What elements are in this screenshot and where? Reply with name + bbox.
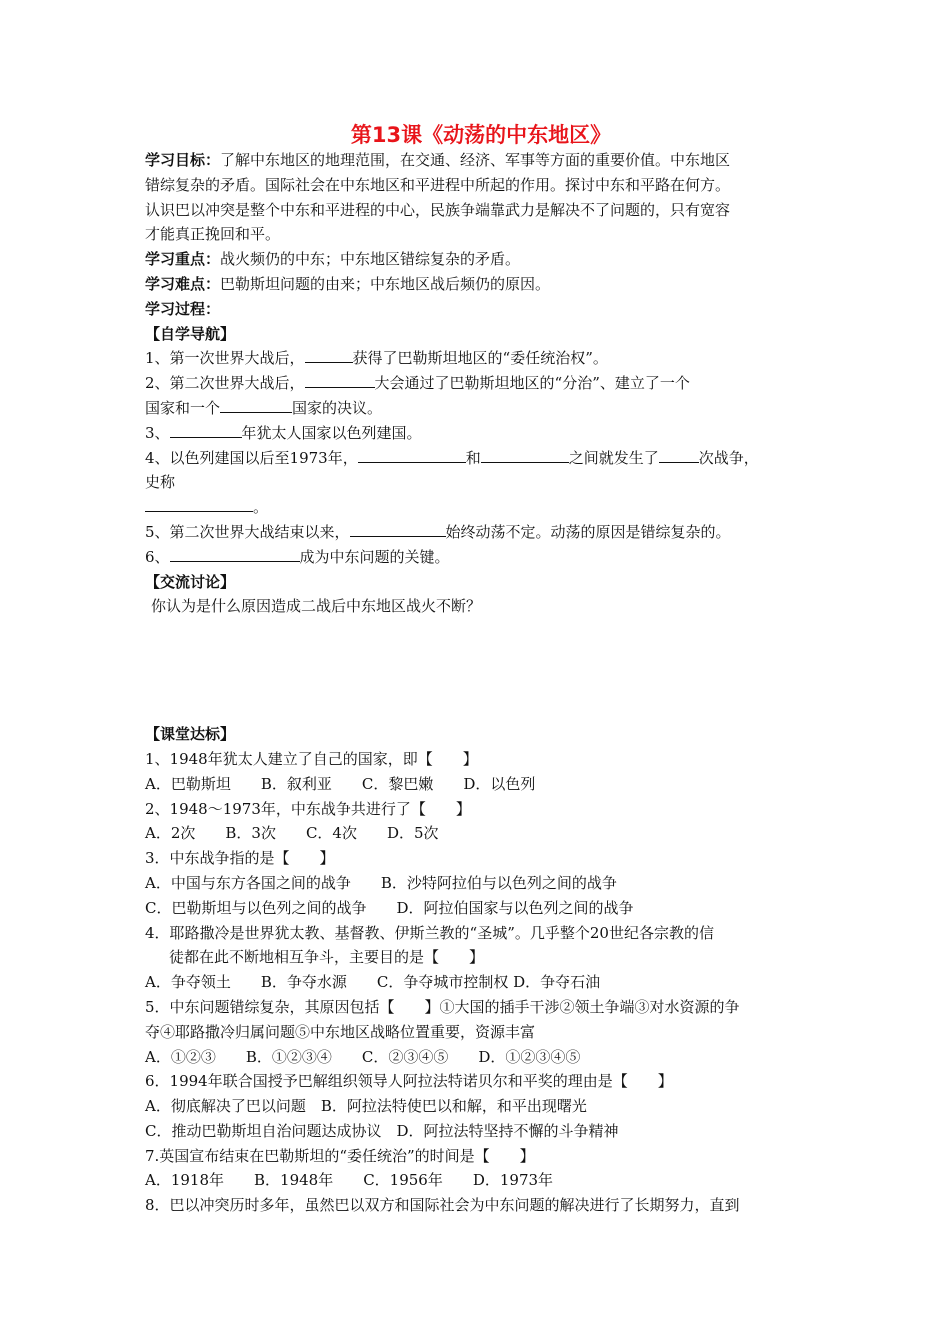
key-points-label: 学习重点：: [145, 250, 221, 269]
page-title: 第13课《动荡的中东地区》: [350, 123, 612, 147]
objectives-line-2: 错综复杂的矛盾。国际社会在中东地区和平进程中所起的作用。探讨中东和平路在何方。: [145, 175, 731, 194]
difficulties-label: 学习难点：: [145, 274, 221, 293]
objectives-line-1: 学习目标：了解中东地区的地理范围，在交通、经济、军事等方面的重要价值。中东地区: [145, 151, 731, 169]
classroom-q3: 3．中东战争指的是【 】: [145, 849, 335, 868]
classroom-q4-line-2: 徒都在此不断地相互争斗，主要目的是【 】: [169, 948, 485, 967]
self-study-q5: 5、第二次世界大战结束以来， 始终动荡不定。动荡的原因是错综复杂的。: [145, 522, 731, 541]
discussion-heading: 【交流讨论】: [145, 572, 236, 591]
self-study-q1: 1、第一次世界大战后， 获得了巴勒斯坦地区的“委任统治权”。: [145, 349, 608, 368]
difficulties: 学习难点：巴勒斯坦问题的由来；中东地区战后频仍的原因。: [145, 274, 551, 293]
classroom-q4-options: A．争夺领土 B．争夺水源 C．争夺城市控制权 D．争夺石油: [145, 973, 601, 992]
classroom-q5-line-2: 夺④耶路撒冷归属问题⑤中东地区战略位置重要，资源丰富: [145, 1022, 536, 1041]
classroom-q3-options-cd: C．巴勒斯坦与以色列之间的战争 D．阿拉伯国家与以色列之间的战争: [145, 898, 634, 917]
self-study-q4-answer: 。: [145, 495, 825, 520]
classroom-q6: 6．1994年联合国授予巴解组织领导人阿拉法特诺贝尔和平奖的理由是【 】: [145, 1072, 673, 1091]
answer-blank[interactable]: [170, 546, 300, 562]
classroom-q6-options-cd: C．推动巴勒斯坦自治问题达成协议 D．阿拉法特坚持不懈的斗争精神: [145, 1121, 619, 1140]
answer-blank[interactable]: [220, 397, 292, 413]
answer-blank[interactable]: [350, 521, 446, 537]
self-study-heading: 【自学导航】: [145, 324, 236, 343]
self-study-q4: 4、以色列建国以后至1973年， 和 之间就发生了 次战争，: [145, 448, 759, 467]
process-label: 学习过程：: [145, 299, 221, 318]
answer-blank[interactable]: [481, 447, 569, 463]
answer-blank[interactable]: [305, 347, 353, 363]
classroom-q4-line-1: 4．耶路撒冷是世界犹太教、基督教、伊斯兰教的“圣城”。几乎整个20世纪各宗教的信: [145, 923, 714, 942]
classroom-q3-options-ab: A．中国与东方各国之间的战争 B．沙特阿拉伯与以色列之间的战争: [145, 873, 617, 892]
self-study-q6: 6、 成为中东问题的关键。: [145, 547, 450, 566]
classroom-q8: 8．巴以冲突历时多年，虽然巴以双方和国际社会为中东问题的解决进行了长期努力，直到: [145, 1196, 740, 1215]
answer-space[interactable]: [145, 619, 825, 722]
objectives-line-4: 才能真正挽回和平。: [145, 225, 281, 244]
discussion-question: 你认为是什么原因造成二战后中东地区战火不断？: [151, 597, 482, 616]
classroom-q1-options: A．巴勒斯坦 B．叙利亚 C．黎巴嫩 D．以色列: [145, 774, 536, 793]
self-study-q4-cont: 史称: [145, 473, 176, 492]
key-points: 学习重点：战火频仍的中东；中东地区错综复杂的矛盾。: [145, 250, 521, 269]
self-study-q2: 2、第二次世界大战后， 大会通过了巴勒斯坦地区的“分治”、建立了一个: [145, 374, 690, 393]
answer-blank[interactable]: [659, 447, 699, 463]
objectives-line-3: 认识巴以冲突是整个中东和平进程的中心，民族争端靠武力是解决不了问题的，只有宽容: [145, 200, 731, 219]
classroom-q7: 7.英国宣布结束在巴勒斯坦的“委任统治”的时间是【 】: [145, 1146, 535, 1165]
classroom-q7-options: A．1918年 B．1948年 C．1956年 D．1973年: [145, 1171, 554, 1190]
answer-blank[interactable]: [145, 496, 253, 512]
classroom-q2-options: A．2次 B．3次 C．4次 D．5次: [145, 824, 439, 843]
answer-blank[interactable]: [170, 422, 242, 438]
classroom-q6-options-ab: A．彻底解决了巴以问题 B．阿拉法特使巴以和解，和平出现曙光: [145, 1097, 587, 1116]
classroom-q2: 2、1948～1973年，中东战争共进行了【 】: [145, 799, 471, 818]
answer-blank[interactable]: [358, 447, 466, 463]
classroom-q5-options: A．①②③ B．①②③④ C．②③④⑤ D．①②③④⑤: [145, 1047, 581, 1066]
classroom-heading: 【课堂达标】: [145, 725, 236, 744]
objectives-label: 学习目标：: [145, 151, 221, 169]
self-study-q2-cont: 国家和一个 国家的决议。: [145, 398, 383, 417]
classroom-q5-line-1: 5．中东问题错综复杂，其原因包括【 】①大国的插手干涉②领土争端③对水资源的争: [145, 997, 740, 1016]
answer-blank[interactable]: [305, 372, 375, 388]
worksheet-page: [145, 122, 825, 1218]
classroom-q1: 1、1948年犹太人建立了自己的国家，即【 】: [145, 749, 478, 768]
self-study-q3: 3、 年犹太人国家以色列建国。: [145, 423, 422, 442]
